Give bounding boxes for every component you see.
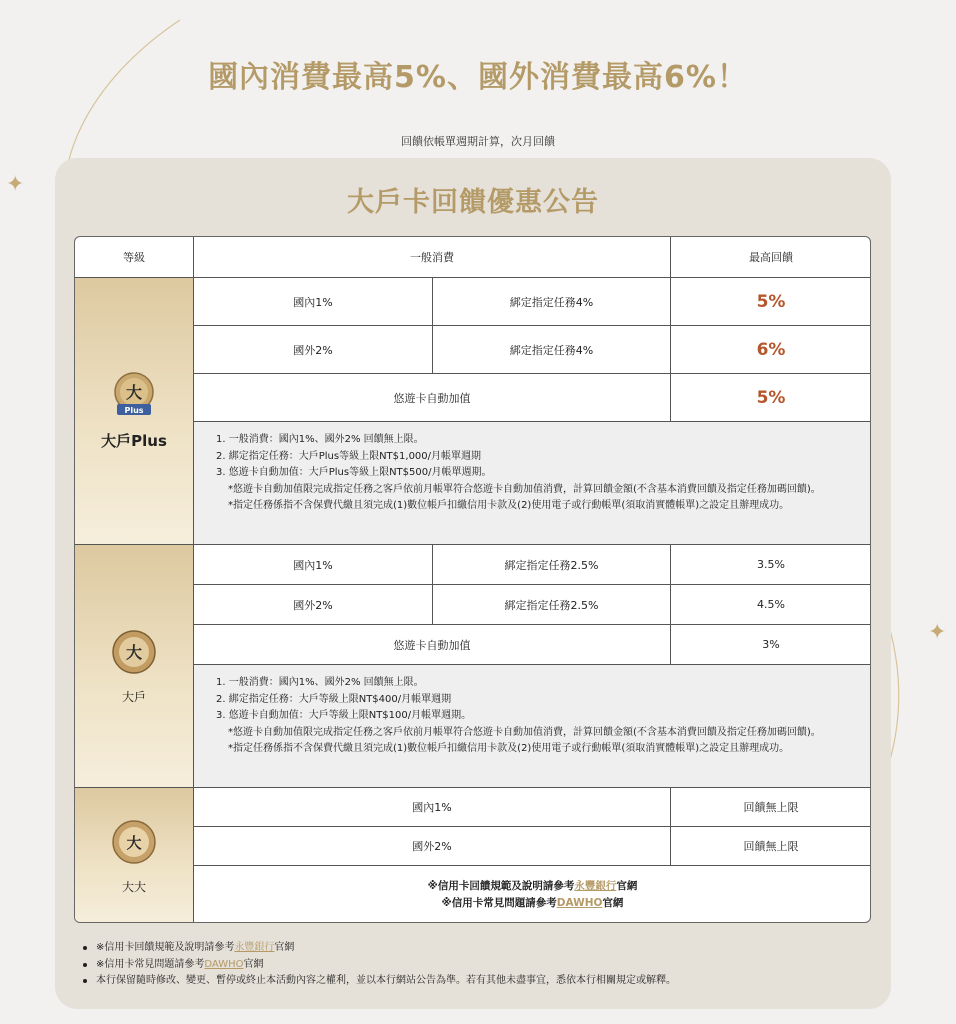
- dahu-note-5: *指定任務係指不含保費代繳且須完成(1)數位帳戶扣繳信用卡款及(2)使用電子或行動帳單(須取消實體帳單)之設定且辦理成功。: [228, 743, 790, 754]
- sparkle-icon: ✦: [6, 172, 25, 197]
- plus-notes: [194, 422, 871, 544]
- dahu-row2-mid: 綁定指定任務2.5%: [504, 598, 599, 612]
- footer2-post: 官網: [602, 896, 624, 909]
- svg-text:大: 大: [125, 383, 143, 402]
- header-max: 最高回饋: [749, 251, 793, 264]
- tier-dahu-name: 大戶: [121, 689, 146, 704]
- plus-note-2: 2. 綁定指定任務：大戶Plus等級上限NT$1,000/月帳單週期: [216, 450, 482, 462]
- footer-bullets: [80, 940, 676, 990]
- plus-row3-reward: 5%: [756, 387, 786, 408]
- sparkle-icon: ✦: [928, 620, 947, 645]
- dahu-note-3: 3. 悠遊卡自動加值：大戶等級上限NT$100/月帳單週期。: [216, 710, 472, 721]
- tier-dahu-cell: [75, 545, 193, 787]
- reward-table: [74, 236, 871, 923]
- plus-note-4: *悠遊卡自動加值限完成指定任務之客戶依前月帳單符合悠遊卡自動加值消費，計算回饋金額(不含基本消費回饋及指定任務加碼回饋)。: [228, 483, 821, 495]
- plus-row1-left: 國內1%: [293, 295, 333, 309]
- plus-row2-reward: 6%: [756, 339, 786, 360]
- panel-title: 大戶卡回饋優惠公告: [347, 187, 599, 218]
- footer1-post: 官網: [616, 879, 638, 892]
- dahu-note-1: 1. 一般消費：國內1%、國外2% 回饋無上限。: [216, 677, 424, 688]
- dada-logo-icon: [108, 818, 160, 870]
- dahu-note-2: 2. 綁定指定任務：大戶等級上限NT$400/月帳單週期: [216, 693, 452, 705]
- dahu-row1-mid: 綁定指定任務2.5%: [504, 558, 599, 572]
- svg-text:大: 大: [126, 833, 142, 852]
- bullet2-post: 官網: [243, 958, 264, 970]
- dahu-row1-reward: 3.5%: [757, 558, 785, 571]
- dahu-notes: [194, 665, 871, 787]
- tier-dada-name: 大大: [121, 879, 146, 894]
- dahu-row2-left: 國外2%: [293, 598, 333, 612]
- plus-note-5: *指定任務係指不含保費代繳且須完成(1)數位帳戶扣繳信用卡款及(2)使用電子或行動帳單(須取消實體帳單)之設定且辦理成功。: [228, 500, 790, 511]
- bullet-item: [80, 940, 676, 957]
- dahu-logo-icon: [108, 628, 160, 680]
- footer2-pre: ※信用卡常見問題請參考: [441, 896, 557, 909]
- bullet-item: [80, 973, 676, 990]
- dada-footer-note: [194, 866, 871, 923]
- sinopac-link-bottom[interactable]: 永豐銀行: [234, 942, 275, 953]
- dahu-note-4: *悠遊卡自動加值限完成指定任務之客戶依前月帳單符合悠遊卡自動加值消費，計算回饋金額(不含基本消費回饋及指定任務加碼回饋)。: [228, 726, 821, 738]
- plus-row1-reward: 5%: [756, 291, 786, 312]
- svg-text:大: 大: [125, 642, 143, 662]
- dawho-link-bottom[interactable]: DAWHO: [204, 958, 244, 970]
- dahu-row3-reward: 3%: [762, 638, 780, 651]
- bullet-item: [80, 957, 676, 974]
- cycle-note: 回饋依帳單週期計算，次月回饋: [401, 135, 555, 148]
- footer1-pre: ※信用卡回饋規範及說明請參考: [427, 879, 575, 892]
- dada-row1-reward: 回饋無上限: [743, 801, 799, 814]
- sinopac-link[interactable]: 永豐銀行: [574, 879, 617, 892]
- dahu-row3-left: 悠遊卡自動加值: [393, 638, 471, 652]
- plus-row1-mid: 綁定指定任務4%: [509, 295, 594, 309]
- plus-row3-left: 悠遊卡自動加值: [393, 391, 471, 405]
- dada-row2-reward: 回饋無上限: [743, 840, 799, 853]
- plus-note-3: 3. 悠遊卡自動加值：大戶Plus等級上限NT$500/月帳單週期。: [216, 467, 492, 478]
- bullet2-pre: ※信用卡常見問題請參考: [96, 958, 205, 970]
- dahu-plus-logo-icon: [108, 370, 160, 422]
- bullet1-pre: ※信用卡回饋規範及說明請參考: [96, 942, 235, 953]
- tier-plus-name: 大戶Plus: [101, 432, 167, 450]
- dahu-row2-reward: 4.5%: [757, 598, 785, 611]
- header-general: 一般消費: [410, 251, 454, 264]
- bullet3-text: 本行保留隨時修改、變更、暫停或終止本活動內容之權利，並以本行網站公告為準。若有其他未盡事宜，悉依本行相關規定或解釋。: [96, 975, 676, 986]
- tier-dada-cell: [75, 788, 193, 923]
- header-tier: 等級: [123, 251, 145, 264]
- tier-plus-cell: [75, 277, 193, 544]
- dada-row2-left: 國外2%: [412, 840, 452, 853]
- plus-badge-text: Plus: [124, 406, 144, 415]
- plus-row2-mid: 綁定指定任務4%: [509, 343, 594, 357]
- dawho-link[interactable]: DAWHO: [556, 896, 603, 909]
- bullet1-post: 官網: [274, 942, 295, 953]
- plus-row2-left: 國外2%: [293, 343, 333, 357]
- page-headline: 國內消費最高5%、國外消費最高6%！: [208, 60, 748, 95]
- plus-note-1: 1. 一般消費：國內1%、國外2% 回饋無上限。: [216, 434, 424, 445]
- dahu-row1-left: 國內1%: [293, 558, 333, 572]
- dada-row1-left: 國內1%: [412, 801, 452, 814]
